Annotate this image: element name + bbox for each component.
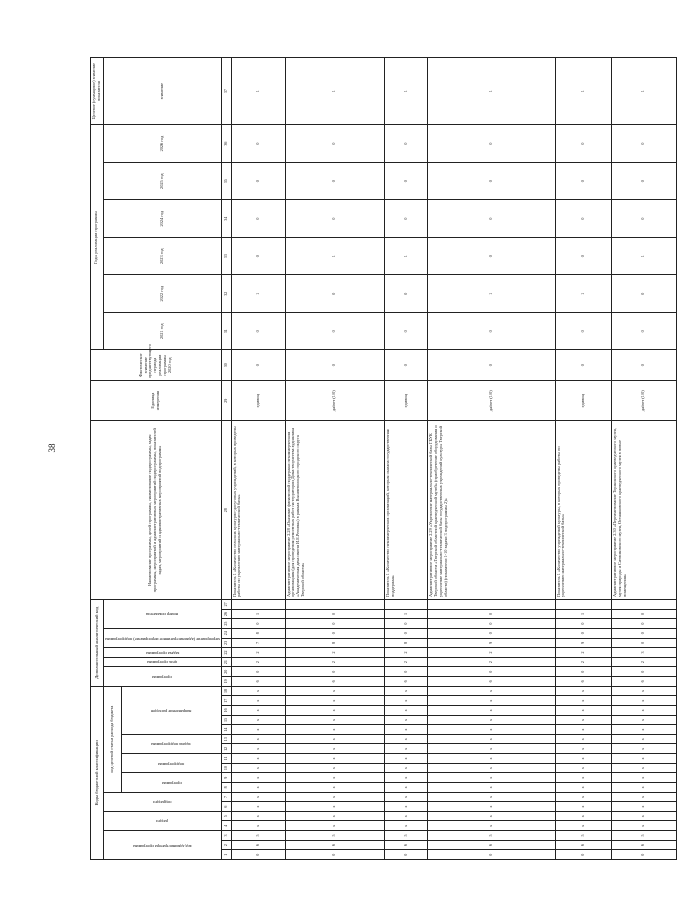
column-index-row [221, 58, 231, 860]
row-name-cell: Показатель 1 «Количество сельских культурно-досуговых учреждений, в которых проведены работы по укреплению материально-технической базы» [231, 421, 285, 600]
code-cell: х [555, 734, 611, 744]
code-cell: х [231, 744, 285, 754]
row-year-value-cell: 0 [555, 312, 611, 350]
column-index-cell: 3 [221, 831, 231, 841]
code-cell: 2 [384, 648, 427, 658]
code-cell: х [231, 773, 285, 783]
row-year-value-cell: 0 [384, 162, 427, 200]
column-index-cell: 13 [221, 734, 231, 744]
code-cell: х [611, 792, 676, 802]
code-cell: 6 [555, 677, 611, 687]
column-index-cell: 32 [221, 275, 231, 313]
code-cell: 0 [384, 667, 427, 677]
row-unit-cell: да/нет (1/0) [285, 380, 384, 421]
code-cell: х [555, 802, 611, 812]
code-cell: 5 [428, 831, 555, 841]
row-unit-cell: да/нет (1/0) [428, 380, 555, 421]
table-row [384, 58, 427, 860]
row-year-value-cell: 1 [428, 275, 555, 313]
column-index-cell: 15 [221, 715, 231, 725]
code-cell: х [285, 811, 384, 821]
code-cell: х [231, 725, 285, 735]
row-year-value-cell: 0 [428, 312, 555, 350]
column-index-cell: 11 [221, 754, 231, 764]
code-cell: 0 [428, 619, 555, 629]
code-cell: х [611, 763, 676, 773]
code-cell: 6 [611, 840, 676, 850]
row-year-value-cell: 0 [285, 312, 384, 350]
code-cell: х [555, 783, 611, 793]
code-cell: х [611, 811, 676, 821]
code-cell: 9 [428, 638, 555, 648]
code-cell: 6 [428, 840, 555, 850]
column-index-cell: 33 [221, 237, 231, 275]
code-cell: х [611, 773, 676, 783]
code-cell: х [384, 754, 427, 764]
code-cell: х [285, 706, 384, 716]
code-cell: 0 [611, 628, 676, 638]
column-index-cell: 22 [221, 648, 231, 658]
row-year-value-cell: 0 [611, 275, 676, 313]
code-cell: х [611, 706, 676, 716]
code-cell: х [428, 744, 555, 754]
row-year-value-cell: 0 [428, 200, 555, 238]
code-cell: х [384, 734, 427, 744]
code-cell: х [428, 802, 555, 812]
column-index-cell: 36 [221, 125, 231, 163]
code-cell: х [428, 706, 555, 716]
code-cell: х [428, 715, 555, 725]
code-cell: 2 [231, 648, 285, 658]
code-cell: 5 [285, 831, 384, 841]
code-cell: х [384, 686, 427, 696]
row-year-value-cell: 0 [285, 275, 384, 313]
row-year-value-cell: 0 [384, 312, 427, 350]
code-cell: х [555, 763, 611, 773]
dop-zadacha-header: задача программы [103, 648, 221, 658]
programma-header: программа [122, 773, 222, 792]
code-cell: х [428, 811, 555, 821]
dop-cel-header: цель программы [103, 657, 221, 667]
code-cell: х [555, 715, 611, 725]
code-cell: х [611, 696, 676, 706]
name-column-header: Наименование программы, целей программы, наименование подпрограммы, задач программы, мероприятий и административных мероприятий подпрограммы, показателей задач, мероприятий и административных мероприятий подпрограммы [91, 421, 222, 600]
code-cell: 7 [231, 638, 285, 648]
dop-programma-header: программа [103, 667, 221, 686]
code-cell: 0 [384, 628, 427, 638]
code-cell: х [555, 821, 611, 831]
year-2022-header: 2022 год [103, 275, 221, 313]
code-cell: х [611, 686, 676, 696]
row-name-cell: Показатель 1 «Количество учреждений культуры, в которых проведены работы по укреплению материально-технической базы» [555, 421, 611, 600]
column-index-cell: 6 [221, 802, 231, 812]
podrazdel-header: подраздел [103, 792, 221, 811]
row-target-cell: 1 [611, 58, 676, 125]
code-cell: 0 [611, 609, 676, 619]
target-value-header: значение [103, 58, 221, 125]
dop-meropriyatie-header: мероприятие (административное мероприятие) подпрограммы [103, 628, 221, 647]
code-cell-empty [428, 599, 555, 609]
column-index-cell: 21 [221, 657, 231, 667]
column-index-cell: 9 [221, 773, 231, 783]
year-2024-header: 2024 год [103, 200, 221, 238]
column-index-cell: 18 [221, 686, 231, 696]
column-index-cell: 34 [221, 200, 231, 238]
code-cell: х [285, 773, 384, 783]
code-cell: 0 [285, 619, 384, 629]
row-year-value-cell: 0 [231, 312, 285, 350]
column-index-cell: 8 [221, 783, 231, 793]
column-index-cell: 12 [221, 744, 231, 754]
row-name-cell: Административное мероприятие 2.30 «Переименование Торжокского краеведческого музея, музея природы и Ситниковского музея, Осташковского краеведческого музея в новые помещения» [611, 421, 676, 600]
row-name-cell: Административное мероприятие 2.29 «Укрепление материально-технической базы ГБУК Тверской области «Тверской областной краеведческий музей» (приобретение оборудования и укрепление материально-технической базы государственных учреждений культуры Тверской области) (показатели 1-10 задачи 3 подпрограммы 2)» [428, 421, 555, 600]
column-index-cell: 14 [221, 725, 231, 735]
row-year-value-cell: 0 [555, 237, 611, 275]
column-index-cell: 25 [221, 619, 231, 629]
code-cell: 2 [285, 657, 384, 667]
code-cell-empty [555, 599, 611, 609]
column-index-cell: 4 [221, 821, 231, 831]
code-cell: 2 [428, 657, 555, 667]
code-cell: 5 [611, 831, 676, 841]
code-cell: х [285, 725, 384, 735]
row-target-cell: 1 [384, 58, 427, 125]
code-cell: 2 [555, 657, 611, 667]
code-cell: 1 [555, 609, 611, 619]
code-cell: х [285, 715, 384, 725]
year-2023-header: 2023 год [103, 237, 221, 275]
row-year-value-cell: 0 [611, 312, 676, 350]
code-cell: х [555, 686, 611, 696]
row-year-value-cell: 1 [555, 275, 611, 313]
row-year-value-cell: 1 [611, 237, 676, 275]
code-cell: х [285, 792, 384, 802]
code-cell: 0 [285, 628, 384, 638]
code-cell: х [555, 811, 611, 821]
row-year-value-cell: 0 [611, 125, 676, 163]
code-cell: х [231, 763, 285, 773]
row-fact-cell: 0 [555, 350, 611, 380]
code-cell: 0 [428, 628, 555, 638]
row-year-value-cell: 0 [428, 125, 555, 163]
code-cell: х [611, 821, 676, 831]
code-cell: х [231, 715, 285, 725]
code-cell: х [611, 744, 676, 754]
column-index-cell: 19 [221, 677, 231, 687]
code-cell: 0 [384, 850, 427, 860]
code-cell: х [231, 802, 285, 812]
code-cell: 0 [231, 619, 285, 629]
code-cell: 6 [231, 840, 285, 850]
row-year-value-cell: 0 [384, 125, 427, 163]
rotated-table-wrapper [90, 57, 646, 860]
row-year-value-cell: 0 [384, 275, 427, 313]
column-index-cell: 29 [221, 380, 231, 421]
code-cell: х [285, 821, 384, 831]
row-year-value-cell: 0 [231, 237, 285, 275]
code-cell: х [611, 715, 676, 725]
code-cell: 8 [384, 638, 427, 648]
row-year-value-cell: 0 [231, 162, 285, 200]
code-cell: х [285, 744, 384, 754]
code-cell: 0 [428, 609, 555, 619]
razdel-header: раздел [103, 811, 221, 830]
table-row [428, 58, 555, 860]
code-cell: 9 [555, 638, 611, 648]
code-cell: 8 [231, 628, 285, 638]
year-2025-header: 2025 год [103, 162, 221, 200]
column-index-cell: 27 [221, 599, 231, 609]
row-year-value-cell: 0 [231, 200, 285, 238]
code-cell: х [611, 725, 676, 735]
program-table [90, 57, 677, 860]
row-fact-cell: 0 [428, 350, 555, 380]
code-cell: 6 [384, 840, 427, 850]
row-unit-cell: единиц [231, 380, 285, 421]
code-cell: 0 [555, 850, 611, 860]
column-index-cell: 23 [221, 638, 231, 648]
fact-column-header: Фактическое значение предшествующего периода реализации программы 2020 год [91, 350, 222, 380]
code-cell: 0 [555, 619, 611, 629]
code-cell-empty [611, 599, 676, 609]
code-cell: х [285, 696, 384, 706]
code-cell: х [428, 696, 555, 706]
code-cell: 1 [384, 609, 427, 619]
code-cell: х [384, 696, 427, 706]
column-index-cell: 26 [221, 609, 231, 619]
row-fact-cell: 0 [231, 350, 285, 380]
row-year-value-cell: 0 [285, 200, 384, 238]
column-index-cell: 28 [221, 421, 231, 600]
code-cell: х [611, 754, 676, 764]
code-cell: 2 [611, 657, 676, 667]
column-index-cell: 10 [221, 763, 231, 773]
napravlenie-header: направление расходов [122, 686, 222, 734]
code-cell: х [231, 686, 285, 696]
code-cell: х [231, 783, 285, 793]
code-cell: 5 [555, 831, 611, 841]
code-cell: 0 [384, 619, 427, 629]
row-year-value-cell: 0 [428, 237, 555, 275]
code-cell: х [428, 792, 555, 802]
code-cell: х [555, 725, 611, 735]
code-cell: 2 [384, 657, 427, 667]
page-number: 38 [47, 443, 57, 453]
code-cell: х [555, 792, 611, 802]
code-cell: х [231, 811, 285, 821]
code-cell: 1 [231, 609, 285, 619]
code-cell: 0 [285, 609, 384, 619]
table-row [285, 58, 384, 860]
row-fact-cell: 0 [384, 350, 427, 380]
column-index-cell: 7 [221, 792, 231, 802]
row-year-value-cell: 0 [231, 125, 285, 163]
code-cell: 0 [428, 850, 555, 860]
code-cell: х [428, 763, 555, 773]
code-cell: х [555, 706, 611, 716]
code-cell-empty [285, 599, 384, 609]
row-target-cell: 1 [555, 58, 611, 125]
row-unit-cell: единиц [555, 380, 611, 421]
row-target-cell: 1 [231, 58, 285, 125]
code-cell: 0 [611, 638, 676, 648]
code-cell: х [428, 754, 555, 764]
row-year-value-cell: 0 [611, 200, 676, 238]
code-cell: х [428, 783, 555, 793]
row-unit-cell: да/нет (1/0) [611, 380, 676, 421]
code-cell: 6 [285, 840, 384, 850]
row-year-value-cell: 0 [285, 162, 384, 200]
year-2021-header: 2021 год [103, 312, 221, 350]
row-year-value-cell: 1 [231, 275, 285, 313]
code-cell: х [428, 821, 555, 831]
code-cell: 0 [555, 667, 611, 677]
code-cell: 0 [611, 667, 676, 677]
code-cell: х [231, 821, 285, 831]
code-cell: х [428, 734, 555, 744]
table-row [555, 58, 611, 860]
row-year-value-cell: 1 [384, 237, 427, 275]
code-cell: 0 [285, 667, 384, 677]
row-target-cell: 1 [285, 58, 384, 125]
table-row [611, 58, 676, 860]
row-year-value-cell: 0 [428, 162, 555, 200]
code-cell: 6 [428, 677, 555, 687]
column-index-cell: 37 [221, 58, 231, 125]
additional-code-header: Дополнительный аналитический код [91, 599, 104, 686]
code-cell: х [285, 763, 384, 773]
dop-nomer-pokaz-header: номер показателя [103, 599, 221, 628]
table-frame [90, 57, 646, 860]
column-index-cell: 30 [221, 350, 231, 380]
code-cell: 0 [285, 850, 384, 860]
column-index-cell: 17 [221, 696, 231, 706]
code-cell: х [555, 744, 611, 754]
code-cell: х [384, 821, 427, 831]
code-cell: х [384, 802, 427, 812]
code-cell: 6 [611, 677, 676, 687]
code-cell: 6 [231, 677, 285, 687]
code-cell: 0 [555, 628, 611, 638]
code-cell: х [285, 734, 384, 744]
code-cell: х [231, 696, 285, 706]
code-cell: 0 [611, 619, 676, 629]
column-index-cell: 2 [221, 840, 231, 850]
row-name-cell: Административное мероприятие 2.28 «Оказание финансовой поддержки некоммерческим организациям (для проведения ремонтных работ на территории Дома творчества художника «Академическая дача имени И.Е.Репина») в рамках Вышневолоцкого городского округа Тверской области» [285, 421, 384, 600]
codes-header: Коды бюджетной классификации [91, 686, 104, 859]
column-index-cell: 16 [221, 706, 231, 716]
code-cell: х [231, 706, 285, 716]
kbk-sub-header: код целевой статьи расхода бюджета [103, 686, 121, 792]
column-index-cell: 24 [221, 628, 231, 638]
code-cell: 8 [285, 638, 384, 648]
code-cell: 6 [285, 677, 384, 687]
row-year-value-cell: 0 [384, 200, 427, 238]
row-year-value-cell: 0 [555, 162, 611, 200]
code-cell: х [384, 773, 427, 783]
admin-code-header: код администратора программы [103, 831, 221, 860]
table-row [231, 58, 285, 860]
column-index-cell: 20 [221, 667, 231, 677]
code-cell: 2 [555, 648, 611, 658]
code-cell: х [285, 754, 384, 764]
code-cell: х [611, 783, 676, 793]
code-cell: х [285, 783, 384, 793]
code-cell: х [384, 811, 427, 821]
zadacha-header: задача подпрограммы [122, 734, 222, 753]
code-cell-empty [384, 599, 427, 609]
row-fact-cell: 0 [285, 350, 384, 380]
code-cell: х [285, 802, 384, 812]
row-year-value-cell: 0 [555, 125, 611, 163]
row-name-cell: Показатель 1 «Количество некоммерческих организаций, которым оказана государственная поддержка» [384, 421, 427, 600]
column-index-cell: 31 [221, 312, 231, 350]
code-cell: х [231, 754, 285, 764]
code-cell: х [611, 734, 676, 744]
code-cell: 6 [555, 840, 611, 850]
column-index-cell: 5 [221, 811, 231, 821]
code-cell: 5 [384, 831, 427, 841]
code-cell: х [384, 744, 427, 754]
code-cell: 2 [285, 648, 384, 658]
code-cell: х [384, 706, 427, 716]
code-cell: 0 [428, 667, 555, 677]
code-cell: х [231, 792, 285, 802]
code-cell: х [555, 773, 611, 783]
code-cell: х [384, 725, 427, 735]
row-year-value-cell: 0 [611, 162, 676, 200]
code-cell: 0 [231, 850, 285, 860]
code-cell: х [428, 686, 555, 696]
code-cell: 2 [428, 648, 555, 658]
target-header: Целевое (суммарное) значение показателя [91, 58, 104, 125]
code-cell: х [384, 715, 427, 725]
year-2026-header: 2026 год [103, 125, 221, 163]
column-index-cell: 35 [221, 162, 231, 200]
code-cell: 0 [231, 667, 285, 677]
code-cell: 3 [611, 648, 676, 658]
code-cell: 6 [384, 677, 427, 687]
row-unit-cell: единиц [384, 380, 427, 421]
code-cell: 5 [231, 831, 285, 841]
code-cell: х [428, 773, 555, 783]
code-cell: 2 [231, 657, 285, 667]
code-cell: х [384, 763, 427, 773]
unit-column-header: Единица измерения [91, 380, 222, 421]
code-cell: х [285, 686, 384, 696]
row-year-value-cell: 1 [285, 237, 384, 275]
code-cell: х [555, 754, 611, 764]
years-header: Годы реализации программы [91, 125, 104, 350]
row-year-value-cell: 0 [555, 200, 611, 238]
column-index-cell: 1 [221, 850, 231, 860]
row-year-value-cell: 0 [285, 125, 384, 163]
code-cell: х [231, 734, 285, 744]
row-fact-cell: 0 [611, 350, 676, 380]
code-cell: х [384, 792, 427, 802]
code-cell: х [555, 696, 611, 706]
code-cell: 0 [611, 850, 676, 860]
code-cell-empty [231, 599, 285, 609]
code-cell: х [428, 725, 555, 735]
code-cell: х [384, 783, 427, 793]
code-cell: х [611, 802, 676, 812]
podprogramma-header: подпрограмма [122, 754, 222, 773]
row-target-cell: 1 [428, 58, 555, 125]
